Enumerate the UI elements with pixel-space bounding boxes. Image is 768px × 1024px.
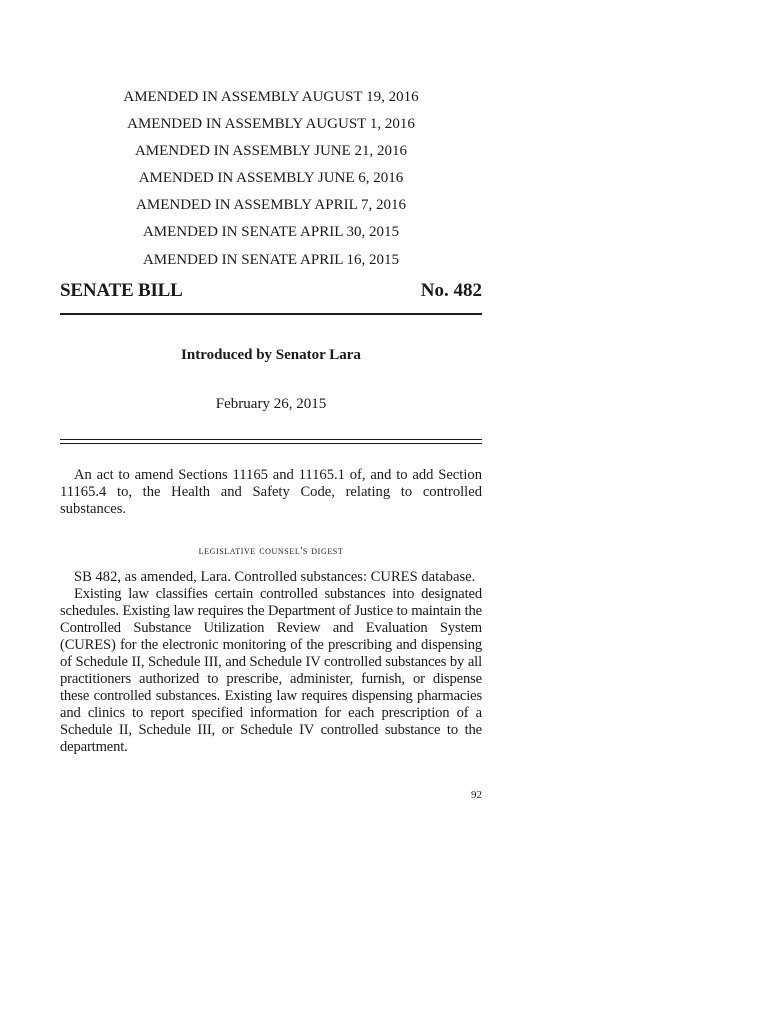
amendment-line: AMENDED IN SENATE APRIL 30, 2015 — [142, 224, 400, 241]
page-number: 92 — [471, 789, 482, 801]
bill-header — [60, 280, 482, 306]
act-description: An act to amend Sections 11165 and 11165.1 of, and to add Section 11165.4 to, the Health and Safety Code, relating to controlled substances. — [60, 467, 482, 517]
introduced-date: February 26, 2015 — [215, 396, 327, 412]
header-divider — [60, 313, 482, 315]
amendment-line: AMENDED IN ASSEMBLY AUGUST 1, 2016 — [127, 116, 415, 133]
bill-number: No. 482 — [420, 280, 482, 301]
amendment-history — [60, 84, 482, 274]
amendment-line: AMENDED IN ASSEMBLY JUNE 6, 2016 — [138, 170, 404, 187]
digest-body: Existing law classifies certain controlled substances into designated schedules. Existing law requires the Department of Justice to maintain the Controlled Substance Utilization Review and Evaluation System (CURES) for the electronic monitoring of the prescribing and dispensing of Schedule II, Schedule III, and Schedule IV controlled substances by all practitioners authorized to prescribe, administer, furnish, or dispense these controlled substances. Existing law requires dispensing pharmacies and clinics to report specified information for each prescription of a Schedule II, Schedule III, or Schedule IV controlled substance to the department. — [60, 586, 482, 755]
bill-title: SENATE BILL — [60, 280, 183, 301]
amendment-line: AMENDED IN ASSEMBLY AUGUST 19, 2016 — [123, 89, 419, 105]
amendment-line: AMENDED IN ASSEMBLY APRIL 7, 2016 — [136, 197, 406, 214]
amendment-line: AMENDED IN ASSEMBLY JUNE 21, 2016 — [134, 143, 408, 160]
amendment-line: AMENDED IN SENATE APRIL 16, 2015 — [142, 251, 400, 268]
digest-lead: SB 482, as amended, Lara. Controlled substances: CURES database. — [74, 569, 476, 585]
double-divider — [60, 439, 482, 444]
digest-heading: legislative counsel's digest — [198, 545, 344, 557]
introduced-by: Introduced by Senator Lara — [181, 347, 361, 363]
